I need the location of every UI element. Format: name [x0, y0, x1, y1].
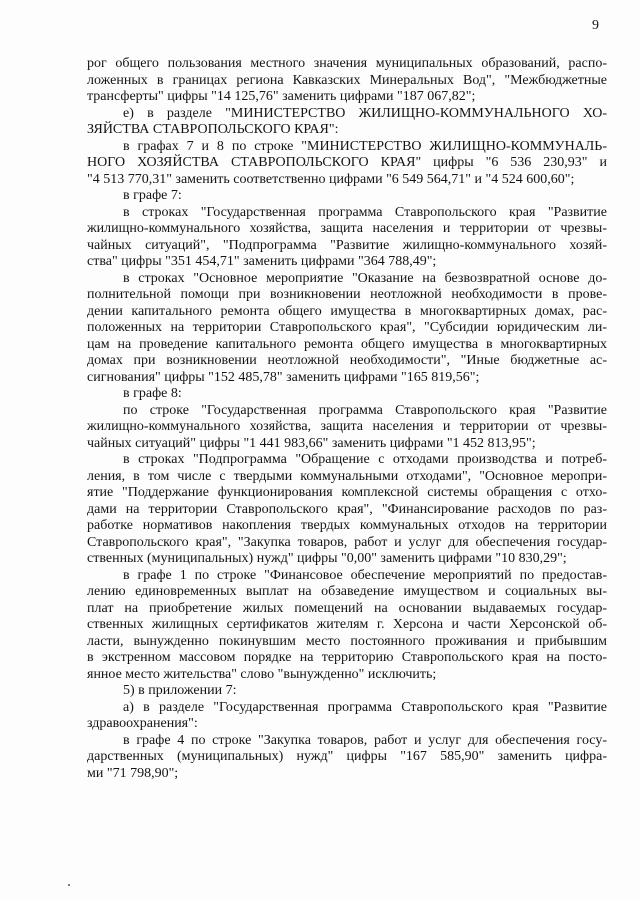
text-line: здравоохранения": — [87, 716, 198, 731]
text-line: янное место жительства" слово "вынужденно" исключить; — [87, 666, 437, 682]
text-line: домах при возникновении неотложной необходимости", "Иные бюджетные ас- — [87, 353, 607, 368]
text-line: полнительной помощи при возникновении неотложной необходимости в прове- — [87, 287, 607, 302]
text-line: работке нормативов накопления твердых коммунальных отходов на территории — [87, 518, 607, 533]
text-line: е) в разделе "МИНИСТЕРСТВО ЖИЛИЩНО-КОММУНАЛЬНОГО ХО- — [123, 105, 607, 121]
text-line: цам на проведение капитального ремонта общего имущества в многоквартирных — [87, 336, 607, 352]
text-line: чайных ситуаций" цифры "1 441 983,66" заменить цифрами "1 452 813,95"; — [87, 435, 536, 451]
text-line: жилищно-коммунального хозяйства, защита населения и территории от чрезвы- — [87, 419, 607, 434]
text-line: 5) в приложении 7: — [123, 683, 237, 698]
text-line: сигнования" цифры "152 485,78" заменить цифрами "165 819,56"; — [87, 369, 480, 385]
text-line: дами на территории Ставропольского края", "Финансирование расходов по раз- — [87, 501, 607, 517]
text-line: в графе 8: — [123, 386, 182, 401]
text-line: ления, в том числе с твердыми коммунальными отходами", "Основное меропри- — [87, 468, 607, 484]
text-line: в строках "Основное мероприятие "Оказание на безвозвратной основе до- — [123, 270, 607, 286]
text-line: положенных на территории Ставропольского края", "Субсидии юридическим ли- — [87, 320, 607, 335]
text-line: ственных жилищных сертификатов жителям г. Херсона и части Херсонской об- — [87, 617, 607, 632]
text-line: в экстренном массовом порядке на территорию Ставропольского края на посто- — [87, 650, 607, 665]
text-line: ложенных в границах региона Кавказских Минеральных Вод", "Межбюджетные — [87, 72, 607, 88]
text-line: в строках "Государственная программа Ставропольского края "Развитие — [123, 204, 607, 220]
text-line: в строках "Подпрограмма "Обращение с отходами производства и потреб- — [123, 452, 607, 467]
text-line: в графе 7: — [123, 188, 182, 203]
page-number: 9 — [592, 18, 599, 33]
text-line: дарственных (муниципальных) нужд" цифры "167 585,90" заменить цифра- — [87, 749, 607, 764]
text-line: ятие "Поддержание функционирования комплексной системы обращения с отхо- — [87, 485, 607, 500]
text-line: Ставропольского края", "Закупка товаров, работ и услуг для обеспечения государ- — [87, 534, 607, 550]
text-line: "4 513 770,31" заменить соответственно цифрами "6 549 564,71" и "4 524 600,60"; — [87, 171, 575, 187]
text-line: в графах 7 и 8 по строке "МИНИСТЕРСТВО ЖИЛИЩНО-КОММУНАЛЬ- — [123, 138, 607, 154]
text-line: дении капитального ремонта общего имущества в многоквартирных домах, рас- — [87, 303, 607, 319]
text-line: плат на приобретение жилых помещений на основании выдаваемых государ- — [87, 600, 607, 616]
text-line: в графе 1 по строке "Финансовое обеспечение мероприятий по предостав- — [123, 567, 607, 583]
text-line: по строке "Государственная программа Ставропольского края "Развитие — [123, 402, 607, 418]
text-line: ственных (муниципальных) нужд" цифры "0,00" заменить цифрами "10 830,29"; — [87, 551, 567, 566]
text-line: в графе 4 по строке "Закупка товаров, работ и услуг для обеспечения госу- — [123, 732, 607, 748]
text-line: ми "71 798,90"; — [87, 765, 179, 781]
text-line: трансферты" цифры "14 125,76" заменить цифрами "187 067,82"; — [87, 89, 476, 104]
text-line: ЗЯЙСТВА СТАВРОПОЛЬСКОГО КРАЯ": — [87, 122, 339, 137]
scan-speck — [68, 884, 70, 886]
text-line: ласти, вынужденно покинувшим место постоянного проживания и прибывшим — [87, 633, 607, 649]
text-line: рог общего пользования местного значения муниципальных образований, распо- — [87, 56, 607, 71]
text-line: НОГО ХОЗЯЙСТВА СТАВРОПОЛЬСКОГО КРАЯ" цифры "6 536 230,93" и — [87, 155, 607, 170]
text-line: ства" цифры "351 454,71" заменить цифрами "364 788,49"; — [87, 254, 437, 269]
document-body — [87, 56, 607, 782]
text-line: чайных ситуаций", "Подпрограмма "Развитие жилищно-коммунального хозяй- — [87, 237, 607, 253]
text-line: лению единовременных выплат на обзаведение имуществом и социальных вы- — [87, 584, 607, 599]
text-line: а) в разделе "Государственная программа Ставропольского края "Развитие — [123, 699, 607, 715]
text-line: жилищно-коммунального хозяйства, защита населения и территории от чрезвы- — [87, 221, 607, 236]
